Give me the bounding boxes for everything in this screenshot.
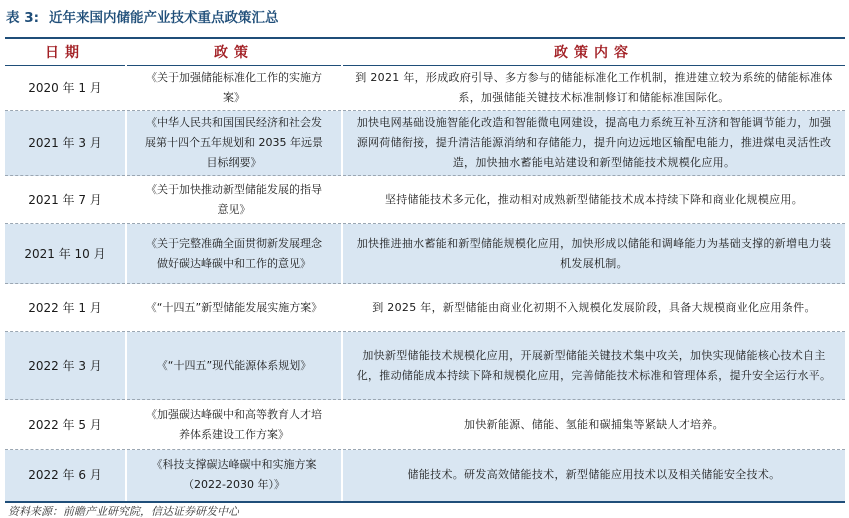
row-date: 2022 年 5 月	[5, 400, 126, 450]
policy-table	[5, 39, 845, 503]
header-policy: 政策	[126, 39, 342, 66]
row-date: 2022 年 3 月	[5, 332, 126, 400]
table-caption: 近年来国内储能产业技术重点政策汇总	[49, 10, 279, 26]
table-title	[6, 6, 279, 30]
row-date: 2021 年 10 月	[5, 224, 126, 284]
table-row	[5, 176, 845, 224]
row-policy: 《中华人民共和国国民经济和社会发展第十四个五年规划和 2035 年远景目标纲要》	[126, 111, 342, 176]
row-content: 加快推进抽水蓄能和新型储能规模化应用，加快形成以储能和调峰能力为基础支撑的新增电力装机发展机制。	[342, 224, 845, 284]
row-policy: 《关于加强储能标准化工作的实施方案》	[126, 66, 342, 111]
row-content: 到 2021 年，形成政府引导、多方参与的储能标准化工作机制，推进建立较为系统的储能标准体系，加强储能关键技术标准制修订和储能标准国际化。	[342, 66, 845, 111]
source-note: 资料来源：前瞻产业研究院，信达证券研发中心	[8, 505, 239, 518]
table-row	[5, 224, 845, 284]
table-row	[5, 284, 845, 332]
table-row	[5, 332, 845, 400]
row-content: 加快电网基础设施智能化改造和智能微电网建设，提高电力系统互补互济和智能调节能力，加强源网荷储衔接，提升清洁能源消纳和存储能力，提升向边远地区输配电能力，推进煤电灵活性改造，加快抽水蓄能电站建设和新型储能技术规模化应用。	[342, 111, 845, 176]
row-date: 2022 年 1 月	[5, 284, 126, 332]
row-content: 加快新能源、储能、氢能和碳捕集等紧缺人才培养。	[342, 400, 845, 450]
table-number: 表 3:	[6, 10, 39, 26]
header-content: 政策内容	[342, 39, 845, 66]
row-policy: 《加强碳达峰碳中和高等教育人才培养体系建设工作方案》	[126, 400, 342, 450]
row-content: 加快新型储能技术规模化应用，开展新型储能关键技术集中攻关，加快实现储能核心技术自主化，推动储能成本持续下降和规模化应用，完善储能技术标准和管理体系，提升安全运行水平。	[342, 332, 845, 400]
row-date: 2020 年 1 月	[5, 66, 126, 111]
table-row	[5, 66, 845, 111]
row-content: 到 2025 年，新型储能由商业化初期不入规模化发展阶段，具备大规模商业化应用条件。	[342, 284, 845, 332]
row-date: 2021 年 7 月	[5, 176, 126, 224]
row-date: 2021 年 3 月	[5, 111, 126, 176]
row-policy: 《关于加快推动新型储能发展的指导意见》	[126, 176, 342, 224]
header-date: 日期	[5, 39, 126, 66]
row-policy: 《“十四五”现代能源体系规划》	[126, 332, 342, 400]
table-row	[5, 111, 845, 176]
table-row	[5, 450, 845, 502]
row-date: 2022 年 6 月	[5, 450, 126, 502]
row-policy: 《关于完整准确全面贯彻新发展理念做好碳达峰碳中和工作的意见》	[126, 224, 342, 284]
row-content: 储能技术。研发高效储能技术，新型储能应用技术以及相关储能安全技术。	[342, 450, 845, 502]
row-policy: 《“十四五”新型储能发展实施方案》	[126, 284, 342, 332]
table-row	[5, 400, 845, 450]
row-content: 坚持储能技术多元化，推动相对成熟新型储能技术成本持续下降和商业化规模应用。	[342, 176, 845, 224]
header-row	[5, 39, 845, 66]
row-policy: 《科技支撑碳达峰碳中和实施方案（2022-2030 年）》	[126, 450, 342, 502]
